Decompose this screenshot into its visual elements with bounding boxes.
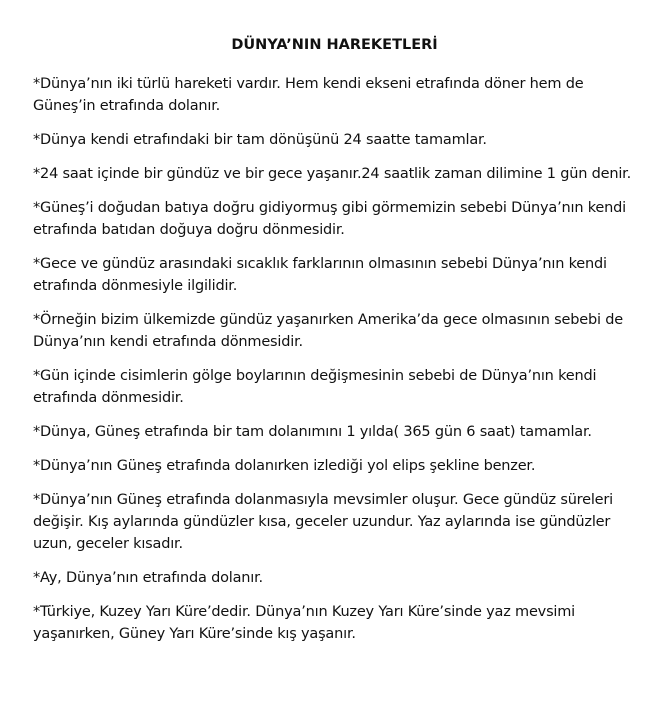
document-title: DÜNYA’NIN HAREKETLERİ <box>231 37 438 53</box>
paragraph: *Güneş’i doğudan batıya doğru gidiyormuş gibi görmemizin sebebi Dünya’nın kendi etrafında batıdan doğuya doğru dönmesidir. <box>33 200 626 238</box>
paragraph: *Ay, Dünya’nın etrafında dolanır. <box>33 570 263 586</box>
paragraph: *Gün içinde cisimlerin gölge boylarının değişmesinin sebebi de Dünya’nın kendi etrafında dönmesidir. <box>33 368 597 406</box>
paragraph: *Dünya kendi etrafındaki bir tam dönüşünü 24 saatte tamamlar. <box>33 132 487 148</box>
paragraph: *Örneğin bizim ülkemizde gündüz yaşanırken Amerika’da gece olmasının sebebi de Dünya’nın kendi etrafında dönmesidir. <box>33 312 623 350</box>
paragraph: *Türkiye, Kuzey Yarı Küre’dedir. Dünya’nın Kuzey Yarı Küre’sinde yaz mevsimi yaşanırken, Güney Yarı Küre’sinde kış yaşanır. <box>33 604 576 642</box>
paragraph: *Dünya’nın iki türlü hareketi vardır. Hem kendi ekseni etrafında döner hem de Güneş’in etrafında dolanır. <box>33 76 584 114</box>
paragraph: *Gece ve gündüz arasındaki sıcaklık farklarının olmasının sebebi Dünya’nın kendi etrafında dönmesiyle ilgilidir. <box>33 256 607 294</box>
paragraph: *Dünya’nın Güneş etrafında dolanırken izlediği yol elips şekline benzer. <box>33 458 536 474</box>
paragraph: *24 saat içinde bir gündüz ve bir gece yaşanır.24 saatlik zaman dilimine 1 gün denir. <box>33 166 632 182</box>
paragraph: *Dünya’nın Güneş etrafında dolanmasıyla mevsimler oluşur. Gece gündüz süreleri değişir. Kış aylarında gündüzler kısa, geceler uzundur. Yaz aylarında ise gündüzler uzun, geceler kısadır. <box>33 492 613 552</box>
paragraph: *Dünya, Güneş etrafında bir tam dolanımını 1 yılda( 365 gün 6 saat) tamamlar. <box>33 424 592 440</box>
